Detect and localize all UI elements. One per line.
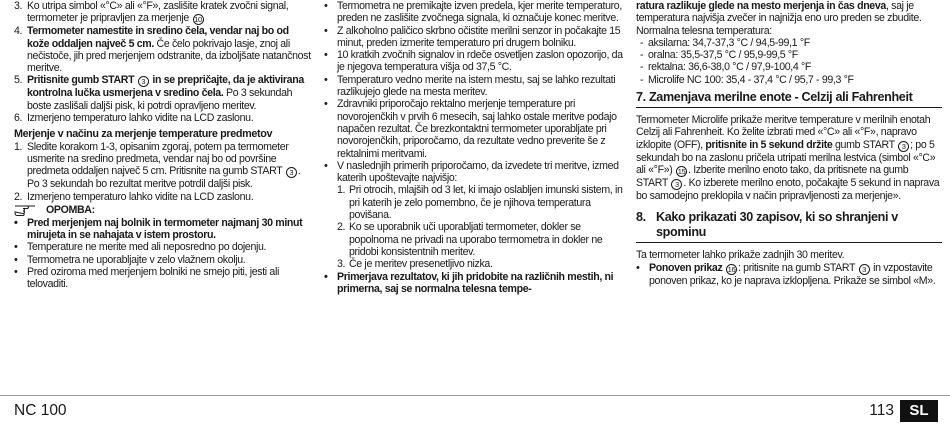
- step-6: 6. Izmerjeno temperaturo lahko vidite na LCD zaslonu.: [14, 112, 254, 125]
- tip-bullet: • Z alkoholno paličico skrbno očistite merilni senzor in počakajte 15 minut, preden izmerite temperaturo pri drugem bolniku.: [324, 24, 621, 49]
- footer-model: NC 100: [14, 402, 67, 419]
- footer-divider: [0, 395, 950, 396]
- ref-3-icon: 3: [898, 141, 909, 152]
- case-item: 1. Pri otrocih, mlajših od 3 let, ki imajo oslabljen imunski sistem, in pri katerih je zelo pomembno, če je njihova temperatura povišana.: [337, 184, 623, 222]
- range-item: - rektalna: 36,6-38,0 °C / 97,9-100,4 °F: [640, 61, 812, 74]
- pointing-hand-icon: [14, 203, 36, 216]
- tip-bullet: • Zdravniki priporočajo rektalno merjenje temperature pri novorojenčkih v prvih 6 mesecih, saj lahko ostale meritve podajo napačen rezultat. Če brezkontaktni termometer uporabljate pri novorojenčkih, priporočamo, da rezultate vedno preverite še z rektalnimi meritvami.: [324, 98, 617, 160]
- page-number: 113: [869, 402, 894, 419]
- object-step-1: 1. Sledite korakom 1-3, opisanim zgoraj, potem pa termometer usmerite na sredino predmeta, vendar naj bo od površine predmeta oddaljen največ 5 cm. Pritisnite na gumb START 3 . Po 3 sekundah bo rezultat meritve potrdil daljši pisk.: [14, 140, 301, 191]
- tip-bullet: • Temperaturo vedno merite na istem mestu, saj se lahko rezultati razlikujejo glede na mesta meritev.: [324, 73, 616, 99]
- ref-15-icon: 15: [677, 166, 686, 176]
- case-item: 3. Če je meritev presenetljivo nizka.: [337, 258, 493, 271]
- normal-temp-label: Normalna telesna temperatura:: [636, 24, 772, 37]
- range-item: - aksilarna: 34,7-37,3 °C / 94,5-99,1 °F: [640, 36, 810, 49]
- step-4: 4. Termometer namestite in sredino čela, vendar naj bo od kože oddaljen največ 5 cm. Če čelo pokrivajo lasje, znoj ali nečistoče, jih pred merjenjem odstranite, da izboljšate natančnost meritve.: [14, 25, 311, 75]
- recall-bullet: • Ponoven prikaz 16 : pritisnite na gumb START 3 in vzpostavite ponoven prikaz, ko je naprava izklopljena. Prikaže se simbol «M».: [636, 261, 936, 287]
- column-3: [636, 0, 942, 287]
- section-7-heading: 7. Zamenjava merilne enote - Celzij ali Fahrenheit: [636, 90, 942, 108]
- language-badge: SL: [900, 400, 938, 422]
- tip-bullet: • 10 kratkih zvočnih signalov in rdeče osvetljen zaslon opozorijo, da je njegova temperatura višja od 37,5 °C.: [324, 49, 623, 74]
- range-item: - Microlife NC 100: 35,4 - 37,4 °C / 95,7 - 99,3 °F: [640, 73, 854, 86]
- ref-10-icon: 10: [194, 15, 202, 25]
- section-8-heading: 8. Kako prikazati 30 zapisov, ki so shranjeni v spominu: [636, 210, 942, 243]
- case-list: [324, 184, 624, 270]
- ref-16-icon: 16: [727, 264, 736, 274]
- note-bullet: • Pred merjenjem naj bolnik in termometer najmanj 30 minut mirujeta in se nahajata v istem prostoru.: [14, 216, 303, 242]
- object-step-2: 2. Izmerjeno temperaturo lahko vidite na LCD zaslonu.: [14, 190, 254, 203]
- column-2: [324, 0, 624, 295]
- object-mode-heading: Merjenje v načinu za merjenje temperature predmetov: [14, 128, 273, 141]
- comparison-bullet: • Primerjava rezultatov, ki jih pridobite na različnih mestih, ni primerna, saj se normalna telesna tempe-: [324, 270, 614, 295]
- note-header: [14, 203, 312, 217]
- case-item: 2. Ko se uporabnik uči uporabljati termometer, dokler se popolnoma ne privadi na uporabo termometra in dokler ne pridobi konsistentnih meritev.: [337, 221, 603, 258]
- ref-3-icon: 3: [859, 264, 870, 275]
- section-7-body: Termometer Microlife prikaže meritve temperature v merilnih enotah Celzij ali Fahrenheit. Ko želite izbrati med «°C» ali «°F», napravo izklopite (OFF), pritisnite in 5 sekund držite gumb START 3 ; po 5 sekundah bo na zaslonu pričela utripati merilna lestvica (simbol «°C» ali «°F») 15 . Izberite merilno enoto tako, da pritisnete na gumb START 3 . Ko izberete merilno enoto, počakajte 5 sekund in naprava bo samodejno preklopila v način pripravljenosti za merjenje».: [636, 114, 940, 202]
- continuation-paragraph: ratura razlikuje glede na mesto merjenja in čas dneva, saj je temperatura najvišja zvečer in najnižja eno uro preden se zbudite.: [636, 0, 922, 25]
- temperature-ranges: [636, 37, 942, 86]
- range-item: - oralna: 35,5-37,5 °C / 95,9-99,5 °F: [640, 49, 798, 62]
- note-bullet: • Pred oziroma med merjenjem bolniki ne smejo piti, jesti ali telovaditi.: [14, 266, 279, 291]
- note-bullet: • Temperature ne merite med ali neposredno po dojenju.: [14, 241, 267, 254]
- step-3: 3. Ko utripa simbol «°C» ali «°F», zaslišite kratek zvočni signal, termometer je pripravljen za merjenje 10: [14, 0, 289, 25]
- column-1: [14, 0, 312, 291]
- ref-3-icon: 3: [138, 76, 149, 87]
- section-8-intro: Ta termometer lahko prikaže zadnjih 30 meritev.: [636, 249, 845, 262]
- tip-bullet: • V naslednjih primerih priporočamo, da izvedete tri meritve, izmed katerih upoštevajte najvišjo:: [324, 159, 619, 185]
- ref-3-icon: 3: [286, 167, 297, 178]
- step-5: 5. Pritisnite gumb START 3 in se prepričajte, da je aktivirana kontrolna lučka usmerjena v sredino čela. Po 3 sekundah boste zaslišali daljši pisk, ki potrdi opravljeno meritev.: [14, 74, 304, 112]
- note-label: OPOMBA:: [46, 203, 95, 216]
- ref-3-icon: 3: [671, 179, 682, 190]
- note-list: [14, 217, 312, 291]
- note-bullet: • Termometra ne uporabljajte v zelo vlažnem okolju.: [14, 253, 246, 266]
- tip-bullet: • Termometra ne premikajte izven predela, kjer merite temperaturo, preden ne zaslišite zvočnega signala, ki označuje konec meritve.: [324, 0, 622, 25]
